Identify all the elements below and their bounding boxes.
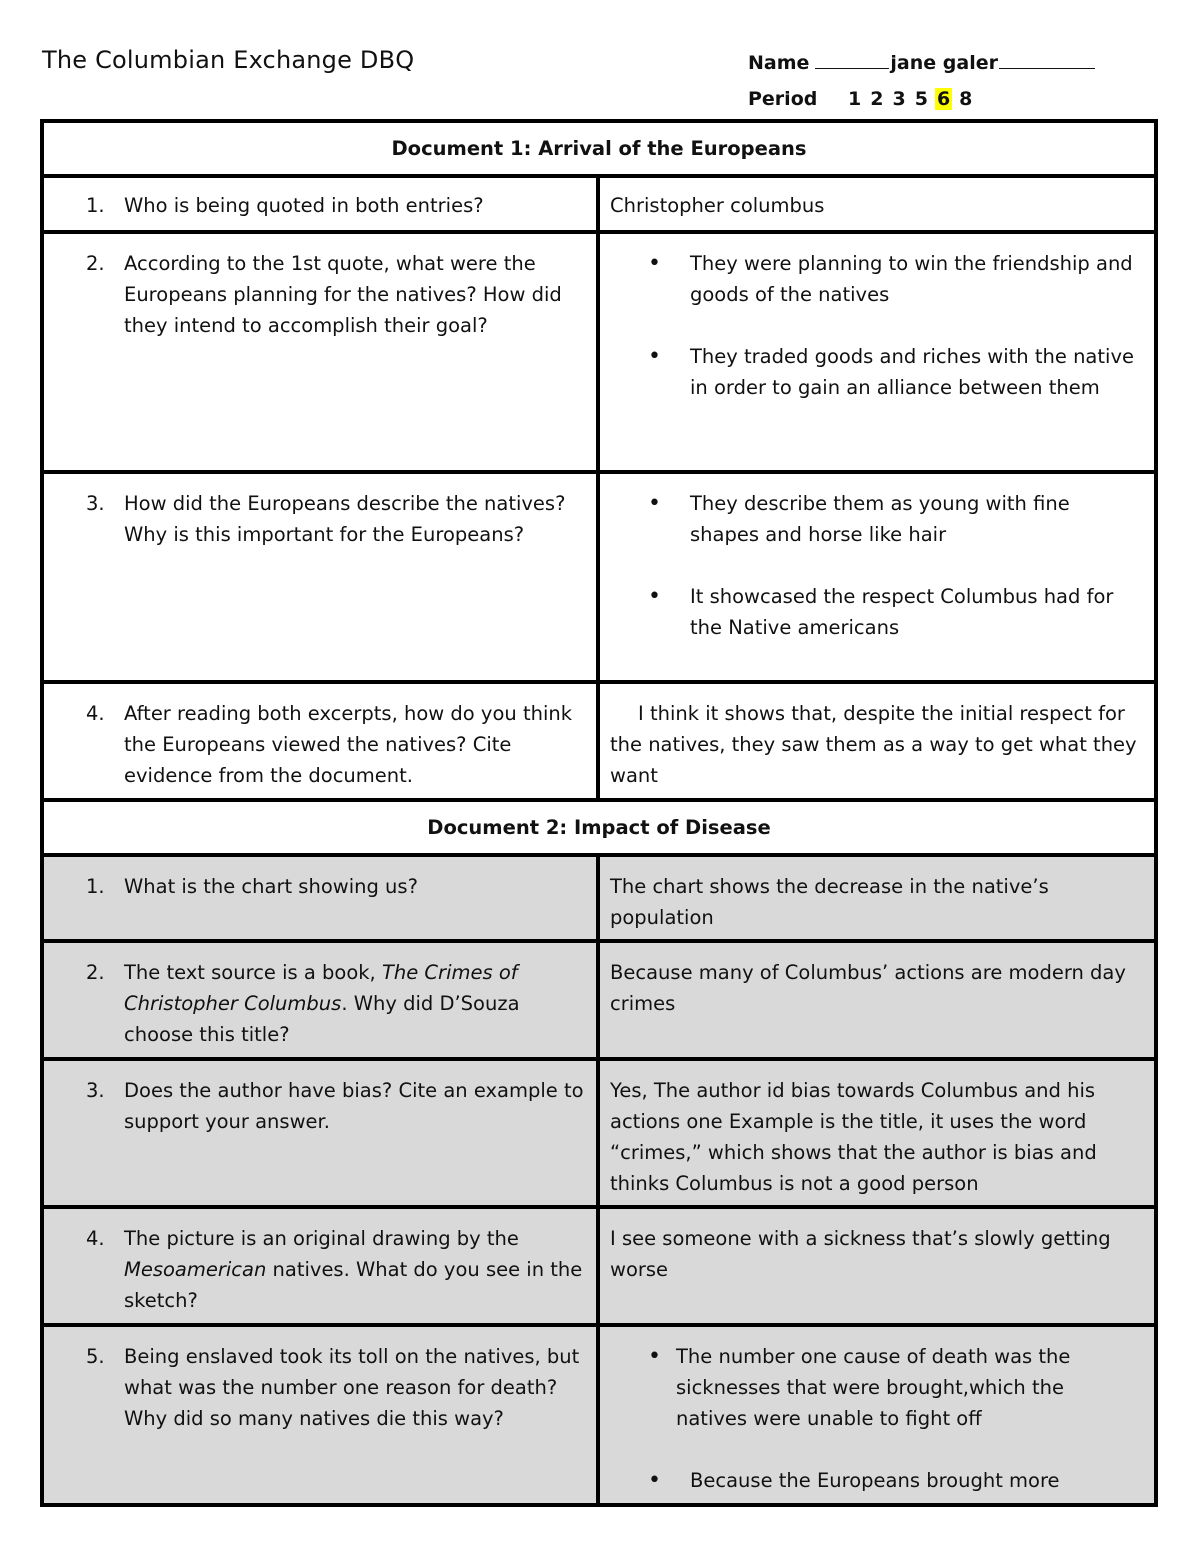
question-cell xyxy=(42,176,598,232)
dbq-worksheet-table xyxy=(40,119,1158,1507)
doc1-heading: Document 1: Arrival of the Europeans xyxy=(42,121,1156,176)
name-label: Name xyxy=(748,52,810,74)
answer-text[interactable]: I see someone with a sickness that’s slowly getting worse xyxy=(610,1227,1111,1281)
answer-cell[interactable] xyxy=(598,232,1156,472)
answer-bullets xyxy=(610,1341,1140,1496)
period-option[interactable]: 8 xyxy=(959,88,973,110)
answer-cell[interactable] xyxy=(598,472,1156,682)
period-option[interactable]: 5 xyxy=(914,88,928,110)
question-number: 1. xyxy=(86,194,105,217)
question-row xyxy=(42,1207,1156,1325)
answer-text[interactable]: The chart shows the decrease in the native’s population xyxy=(610,875,1049,929)
italic-term: Mesoamerican xyxy=(124,1258,267,1281)
answer-bullets xyxy=(610,488,1140,643)
answer-text[interactable]: Because many of Columbus’ actions are modern day crimes xyxy=(610,961,1126,1015)
question-cell xyxy=(42,1325,598,1505)
period-label: Period xyxy=(748,88,818,110)
answer-cell[interactable] xyxy=(598,941,1156,1059)
question-cell xyxy=(42,232,598,472)
answer-text[interactable]: Yes, The author id bias towards Columbus and his actions one Example is the title, it uses the word “crimes,” which shows that the author is bias and thinks Columbus is not a good person xyxy=(610,1079,1097,1195)
period-option[interactable]: 3 xyxy=(892,88,906,110)
doc2-heading: Document 2: Impact of Disease xyxy=(42,800,1156,855)
answer-text[interactable]: Christopher columbus xyxy=(610,194,825,217)
question-text xyxy=(124,957,586,1050)
answer-bullet[interactable]: • They were planning to win the friendship and goods of the natives xyxy=(648,248,1140,310)
answer-cell[interactable] xyxy=(598,1059,1156,1207)
answer-bullet[interactable]: • The number one cause of death was the sicknesses that were brought,which the natives were unable to fight off xyxy=(648,1341,1140,1434)
question-text-part: . Why did D’Souza choose this title? xyxy=(124,992,520,1046)
question-row xyxy=(42,1059,1156,1207)
question-row xyxy=(42,1325,1156,1505)
question-cell xyxy=(42,941,598,1059)
question-text: After reading both excerpts, how do you think the Europeans viewed the natives? Cite evidence from the document. xyxy=(124,702,573,787)
question-text: Does the author have bias? Cite an example to support your answer. xyxy=(124,1079,584,1133)
question-number: 2. xyxy=(86,252,105,275)
period-option-selected[interactable]: 6 xyxy=(936,88,951,110)
question-number: 5. xyxy=(86,1345,105,1368)
name-row xyxy=(748,50,1095,74)
answer-text[interactable]: I think it shows that, despite the initial respect for the natives, they saw them as a way to get what they want xyxy=(610,702,1137,787)
answer-bullet[interactable]: • It showcased the respect Columbus had for the Native americans xyxy=(648,581,1140,643)
student-info xyxy=(748,50,1095,110)
question-cell xyxy=(42,682,598,800)
answer-cell[interactable] xyxy=(598,1207,1156,1325)
answer-cell[interactable] xyxy=(598,682,1156,800)
question-row xyxy=(42,176,1156,232)
question-number: 1. xyxy=(86,875,105,898)
doc1-heading-row xyxy=(42,121,1156,176)
name-value[interactable]: jane galer xyxy=(890,52,998,74)
question-text: According to the 1st quote, what were the Europeans planning for the natives? How did they intend to accomplish their goal? xyxy=(124,252,562,337)
answer-cell[interactable] xyxy=(598,855,1156,941)
question-cell xyxy=(42,1059,598,1207)
question-row xyxy=(42,232,1156,472)
question-text: Who is being quoted in both entries? xyxy=(124,194,484,217)
question-number: 4. xyxy=(86,1227,105,1250)
question-number: 4. xyxy=(86,702,105,725)
question-cell xyxy=(42,472,598,682)
name-blank-right xyxy=(999,50,1095,69)
period-option[interactable]: 1 xyxy=(848,88,862,110)
question-row xyxy=(42,941,1156,1059)
doc2-heading-row xyxy=(42,800,1156,855)
answer-bullet[interactable]: • Because the Europeans brought more xyxy=(648,1465,1140,1496)
answer-cell[interactable] xyxy=(598,176,1156,232)
question-cell xyxy=(42,1207,598,1325)
question-row xyxy=(42,682,1156,800)
page-title: The Columbian Exchange DBQ xyxy=(42,46,415,74)
question-row xyxy=(42,472,1156,682)
answer-bullet[interactable]: • They describe them as young with fine shapes and horse like hair xyxy=(648,488,1140,550)
question-text: What is the chart showing us? xyxy=(124,875,418,898)
question-cell xyxy=(42,855,598,941)
question-text-part: The text source is a book, xyxy=(124,961,382,984)
question-number: 3. xyxy=(86,492,105,515)
period-option[interactable]: 2 xyxy=(870,88,884,110)
answer-cell[interactable] xyxy=(598,1325,1156,1505)
question-text-part: natives. What do you see in the sketch? xyxy=(124,1258,583,1312)
question-text: How did the Europeans describe the natives? Why is this important for the Europeans? xyxy=(124,492,566,546)
question-text-part: The picture is an original drawing by the xyxy=(124,1227,519,1250)
answer-bullets xyxy=(610,248,1140,403)
question-text xyxy=(124,1223,586,1316)
answer-bullet[interactable]: • They traded goods and riches with the native in order to gain an alliance between them xyxy=(648,341,1140,403)
name-blank-left xyxy=(815,50,889,69)
question-row xyxy=(42,855,1156,941)
question-text: Being enslaved took its toll on the natives, but what was the number one reason for death? Why did so many natives die this way? xyxy=(124,1345,580,1430)
question-number: 2. xyxy=(86,961,105,984)
period-row xyxy=(748,88,1095,110)
question-number: 3. xyxy=(86,1079,105,1102)
book-title: The Crimes of Christopher Columbus xyxy=(124,961,518,1015)
